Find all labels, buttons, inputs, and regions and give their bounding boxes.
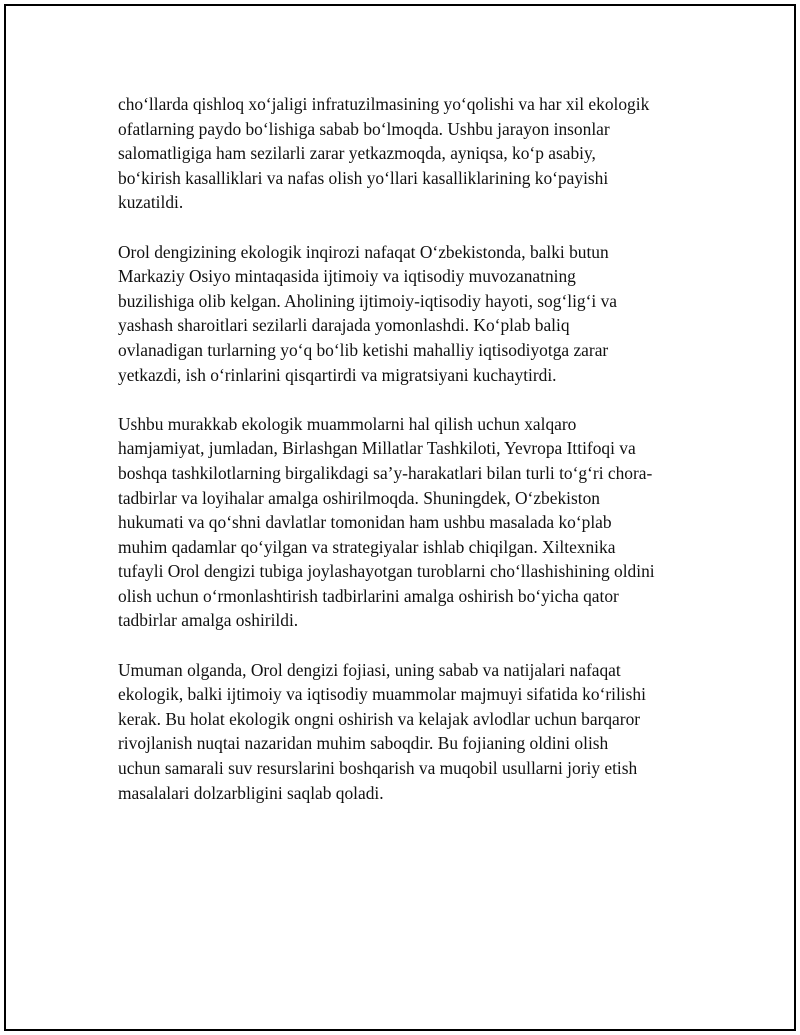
paragraph-4 — [118, 658, 686, 806]
text-line: kerak. Bu holat ekologik ongni oshirish va kelajak avlodlar uchun barqaror — [118, 708, 641, 729]
text-line: hamjamiyat, jumladan, Birlashgan Millatlar Tashkiloti, Yevropa Ittifoqi va — [118, 438, 636, 459]
text-line: cho‘llarda qishloq xo‘jaligi infratuzilmasining yo‘qolishi va har xil ekologik — [118, 94, 650, 114]
text-line: tufayli Orol dengizi tubiga joylashayotgan turoblarni cho‘llashishining oldini — [118, 561, 655, 582]
text-line: masalalari dolzarbligini saqlab qoladi. — [118, 782, 384, 803]
text-line: Umuman olganda, Orol dengizi fojiasi, uning sabab va natijalari nafaqat — [118, 659, 621, 680]
text-line: rivojlanish nuqtai nazaridan muhim saboqdir. Bu fojianing oldini olish — [118, 733, 609, 754]
text-line: ofatlarning paydo bo‘lishiga sabab bo‘lmoqda. Ushbu jarayon insonlar — [118, 118, 610, 139]
document-body — [118, 92, 686, 830]
text-line: muhim qadamlar qo‘yilgan va strategiyalar ishlab chiqilgan. Xiltexnika — [118, 536, 616, 557]
text-line: Markaziy Osiyo mintaqasida ijtimoiy va iqtisodiy muvozanatning — [118, 266, 576, 287]
text-line: tadbirlar amalga oshirildi. — [118, 610, 299, 631]
paragraph-2 — [118, 240, 686, 388]
text-line: kuzatildi. — [118, 192, 184, 213]
text-line: yashash sharoitlari sezilarli darajada yomonlashdi. Ko‘plab baliq — [118, 315, 570, 336]
paragraph-3 — [118, 412, 686, 633]
text-line: yetkazdi, ish o‘rinlarini qisqartirdi va migratsiyani kuchaytirdi. — [118, 364, 557, 385]
text-line: tadbirlar va loyihalar amalga oshirilmoqda. Shuningdek, O‘zbekiston — [118, 487, 600, 508]
text-line: salomatligiga ham sezilarli zarar yetkazmoqda, ayniqsa, ko‘p asabiy, — [118, 143, 596, 164]
text-line: Ushbu murakkab ekologik muammolarni hal qilish uchun xalqaro — [118, 413, 577, 434]
text-line: buzilishiga olib kelgan. Aholining ijtimoiy-iqtisodiy hayoti, sog‘lig‘i va — [118, 290, 617, 311]
text-line: boshqa tashkilotlarning birgalikdagi sa’y-harakatlari bilan turli to‘g‘ri chora- — [118, 462, 653, 483]
text-line: uchun samarali suv resurslarini boshqarish va muqobil usullarni joriy etish — [118, 758, 638, 779]
text-line: Orol dengizining ekologik inqirozi nafaqat O‘zbekistonda, balki butun — [118, 241, 609, 262]
paragraph-1 — [118, 92, 686, 215]
text-line: bo‘kirish kasalliklari va nafas olish yo‘llari kasalliklarining ko‘payishi — [118, 167, 609, 188]
text-line: olish uchun o‘rmonlashtirish tadbirlarini amalga oshirish bo‘yicha qator — [118, 585, 619, 606]
text-line: ovlanadigan turlarning yo‘q bo‘lib ketishi mahalliy iqtisodiyotga zarar — [118, 339, 609, 360]
text-line: hukumati va qo‘shni davlatlar tomonidan ham ushbu masalada ko‘plab — [118, 512, 612, 533]
text-line: ekologik, balki ijtimoiy va iqtisodiy muammolar majmuyi sifatida ko‘rilishi — [118, 684, 646, 705]
